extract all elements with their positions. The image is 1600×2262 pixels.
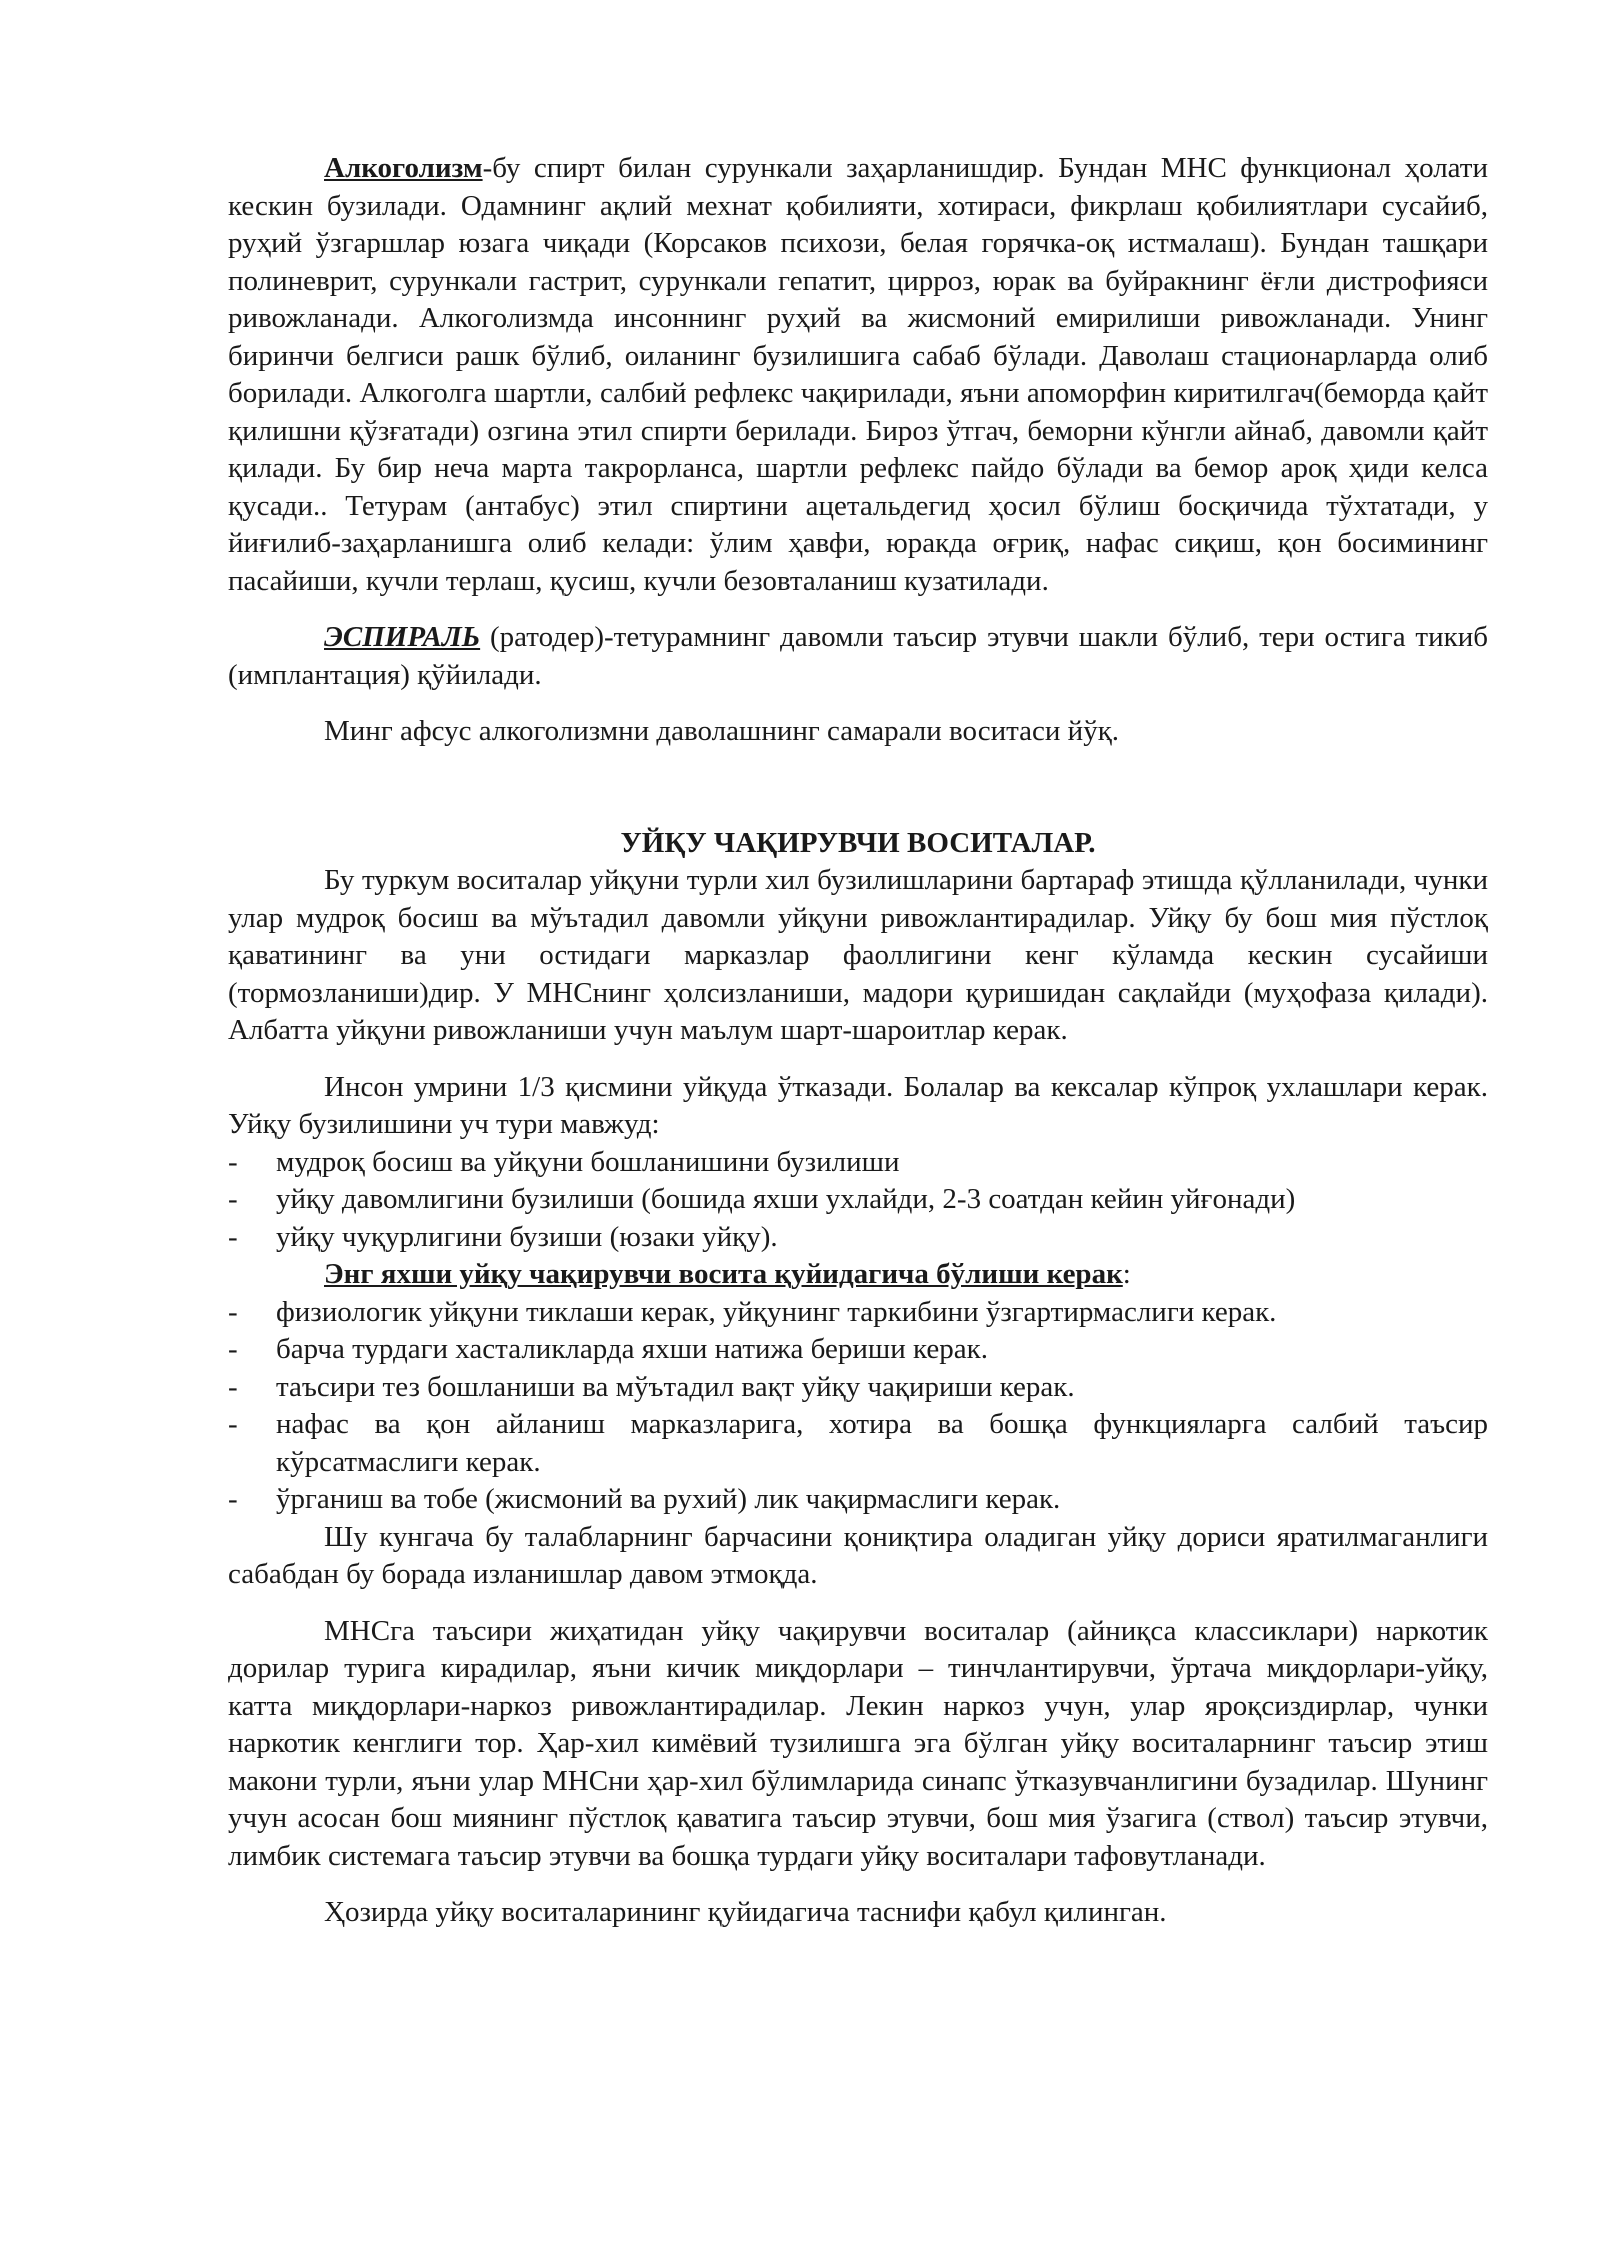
- list-item: - уйқу чуқурлигини бузиши (юзаки уйқу).: [228, 1219, 1488, 1257]
- paragraph-cns-effects: МНСга таъсири жиҳатидан уйқу чақирувчи воситалар (айниқса классиклари) наркотик дорилар турига кирадилар, яъни кичик миқдорлари – тинчлантирувчи, ўртача миқдорлари-уйқу, катта миқдорлари-наркоз ривожлантирадилар. Лекин наркоз учун, улар яроқсиздирлар, чунки наркотик кенглиги тор. Ҳар-хил кимёвий тузилишга эга бўлган уйқу воситаларнинг таъсир этиш макони турли, яъни улар МНСни ҳар-хил бўлимларида синапс ўтказувчанлигини бузадилар. Шунинг учун асосан бош миянинг пўстлоқ қаватига таъсир этувчи, бош мия ўзагига (ствол) таъсир этувчи, лимбик системага таъсир этувчи ва бошқа турдаги уйқу воситалари тафовутланади.: [228, 1614, 1488, 1872]
- list-item: - нафас ва қон айланиш марказларига, хотира ва бошқа функцияларга салбий таъсир кўрсатмаслиги керак.: [228, 1406, 1488, 1481]
- paragraph-no-remedy: Минг афсус алкоголизмни даволашнинг самарали воситаси йўқ.: [324, 715, 1120, 747]
- paragraph-alcoholism-text: -бу спирт билан сурункали заҳарланишдир. Бундан МНС функционал ҳолати кескин бузилади. Одамнинг ақлий мехнат қобилияти, хотираси, фикрлаш қобилиятлари сусайиб, руҳий ўзгаршлар юзага чиқади (Корсаков психози, белая горячка-оқ истмалаш). Бундан ташқари полиневрит, сурункали гастрит, сурункали гепатит, цирроз, юрак ва буйракнинг ёғли дистрофияси ривожланади. Алкоголизмда инсоннинг руҳий ва жисмоний емирилиши ривожланади. Унинг биринчи белгиси рашк бўлиб, оиланинг бузилишига сабаб бўлади. Даволаш стационарларда олиб борилади. Алкоголга шартли, салбий рефлекс чақирилади, яъни апоморфин киритилгач(беморда қайт қилишни қўзғатади) озгина этил спирти берилади. Бироз ўтгач, беморни кўнгли айнаб, давомли қайт қилади. Бу бир неча марта такрорланса, шартли рефлекс пайдо бўлади ва бемор арoқ ҳиди келса қусади.. Тетурам (антабус) этил спиртини ацетальдегид ҳосил бўлиш босқичида тўхтатади, у йиғилиб-заҳарланишга олиб келади: ўлим ҳавфи, юракда оғриқ, нафас сиқиш, қон босимининг пасайиши, кучли терлаш, қусиш, кучли безовталаниш кузатилади.: [228, 152, 1488, 597]
- requirements-subheading-colon: :: [1122, 1258, 1131, 1290]
- paragraph-espiral-text: (ратодер)-тетурамнинг давомли таъсир этувчи шакли бўлиб, тери остига тикиб (имплантация) қўйилади.: [228, 621, 1488, 691]
- list-item: - таъсири тез бошланиши ва мўътадил вақт уйқу чақириши керак.: [228, 1369, 1488, 1407]
- paragraph-sleep-types: Инсон умрини 1/3 қисмини уйқуда ўтказади. Болалар ва кексалар кўпроқ ухлашлари керак. Уйқу бузилишини уч тури мавжуд:: [228, 1070, 1488, 1140]
- document-page: [228, 150, 1488, 1932]
- list-item: - мудроқ босиш ва уйқуни бошланишини бузилиши: [228, 1144, 1488, 1182]
- paragraph-espiral: [228, 619, 1488, 694]
- paragraph-no-ideal-drug: Шу кунгача бу талабларнинг барчасини қониқтира оладиган уйқу дориси яратилмаганлиги сабабдан бу борада изланишлар давом этмоқда.: [228, 1520, 1488, 1590]
- list-item: - уйқу давомлигини бузилиши (бошида яхши ухлайди, 2-3 соатдан кейин уйғонади): [228, 1181, 1488, 1219]
- term-alcoholism: Алкоголизм: [324, 152, 483, 184]
- requirements-subheading-text: Энг яхши уйқу чақирувчи восита қуйидагича бўлиши керак: [324, 1258, 1123, 1290]
- list-item: - физиологик уйқуни тиклаши керак, уйқунинг таркибини ўзгартирмаслиги керак.: [228, 1294, 1488, 1332]
- term-espiral: ЭСПИРАЛЬ: [324, 621, 481, 653]
- section-heading: УЙҚУ ЧАҚИРУВЧИ ВОСИТАЛАР.: [620, 826, 1096, 859]
- list-item: - барча турдаги хасталикларда яхши натижа бериши керак.: [228, 1331, 1488, 1369]
- sleep-disorder-list: [228, 1144, 1488, 1257]
- requirements-subheading: [228, 1256, 1488, 1294]
- requirements-list: [228, 1294, 1488, 1519]
- paragraph-classification: Ҳозирда уйқу воситаларининг қуйидагича таснифи қабул қилинган.: [324, 1896, 1167, 1928]
- list-item: - ўрганиш ва тобе (жисмоний ва рухий) лик чақирмаслиги керак.: [228, 1481, 1488, 1519]
- paragraph-alcoholism: [228, 150, 1488, 600]
- paragraph-sleep-intro: Бу туркум воситалар уйқуни турли хил бузилишларини бартараф этишда қўлланилади, чунки улар мудроқ босиш ва мўътадил давомли уйқуни ривожлантирадилар. Уйқу бу бош мия пўстлоқ қаватининг ва уни остидаги марказлар фаоллигини кенг кўламда кескин сусайиши (тормозланиши)дир. У МНСнинг ҳолсизланиши, мадори қуришидан сақлайди (муҳофаза қилади). Албатта уйқуни ривожланиши учун маълум шарт-шароитлар керак.: [228, 864, 1488, 1046]
